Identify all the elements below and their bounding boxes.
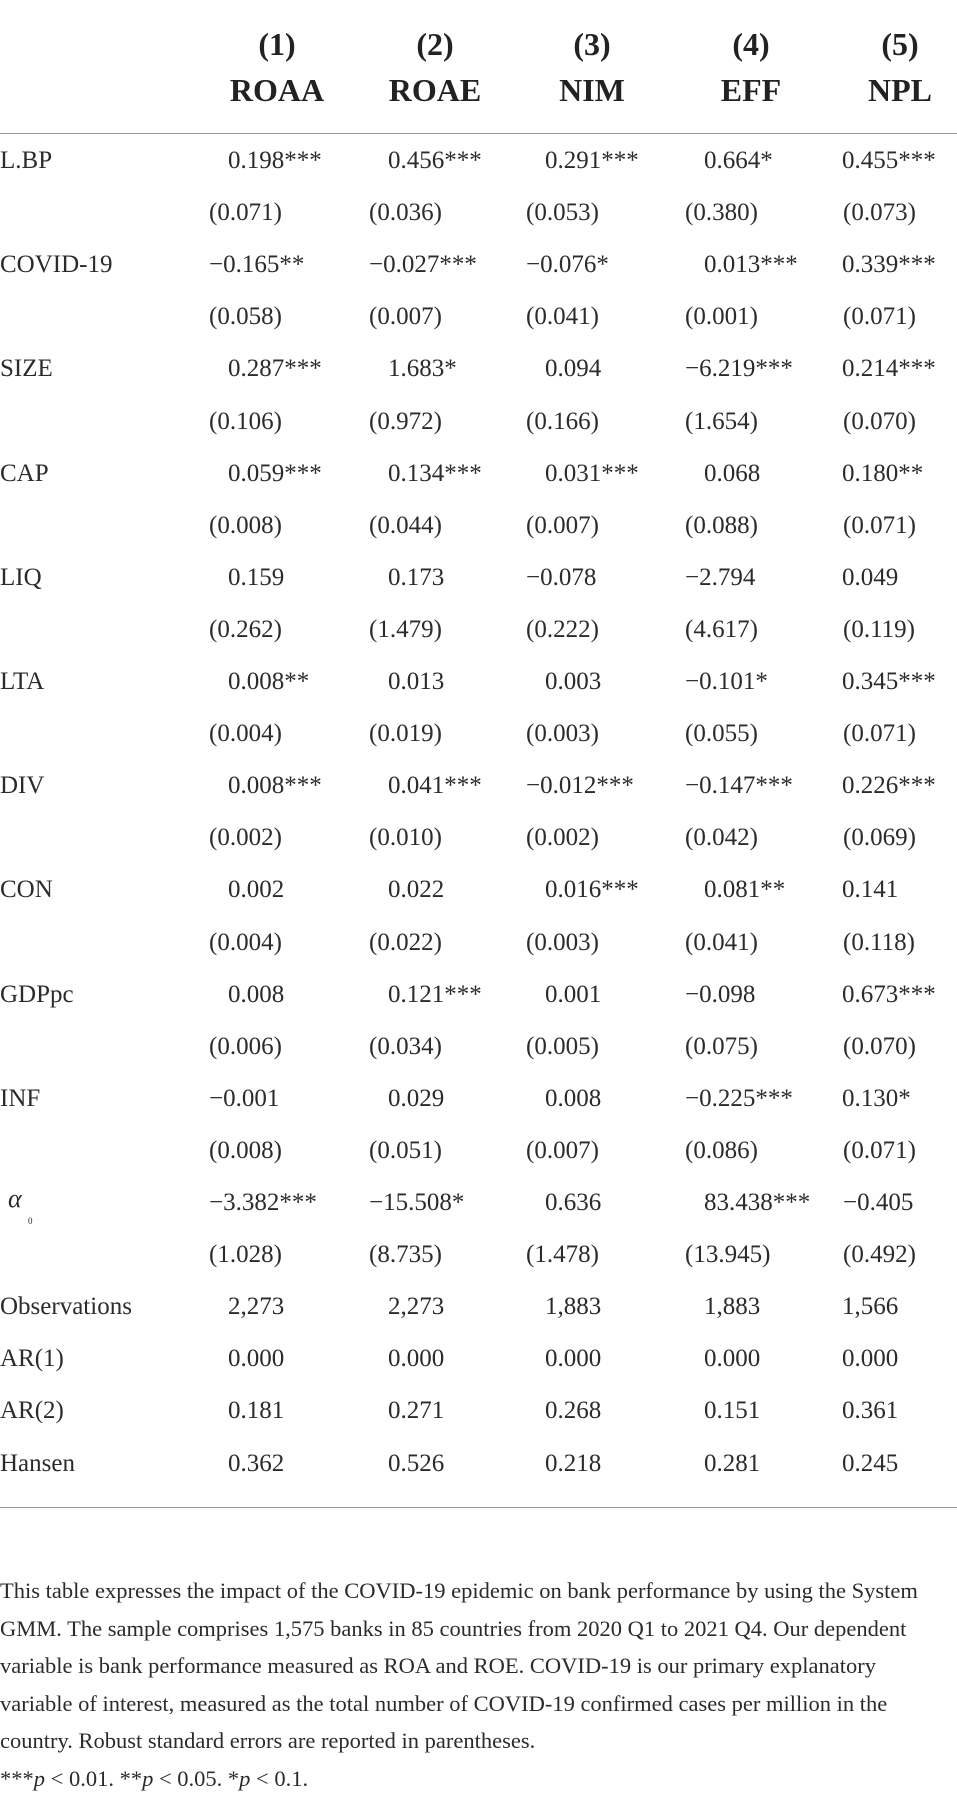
table-cell: 0.041*** xyxy=(388,772,482,800)
table-cell: (0.086) xyxy=(685,1136,758,1164)
table-cell: (1.028) xyxy=(209,1241,282,1269)
table-cell: 0.268 xyxy=(545,1397,602,1425)
table-row xyxy=(0,1021,957,1073)
table-cell: (0.004) xyxy=(209,928,282,956)
table-cell: (0.022) xyxy=(369,928,442,956)
table-cell: 0.134*** xyxy=(388,459,482,487)
table-cell: (0.070) xyxy=(843,407,916,435)
table-cell: −0.027*** xyxy=(369,251,477,279)
column-label: EFF xyxy=(720,72,782,108)
table-cell: 0.218 xyxy=(545,1449,602,1477)
row-label: CAP xyxy=(0,459,49,487)
table-cell: (0.071) xyxy=(843,511,916,539)
table-cell: (0.051) xyxy=(369,1136,442,1164)
table-cell: 0.636 xyxy=(545,1189,602,1216)
table-row xyxy=(0,291,957,343)
row-label: GDPpc xyxy=(0,980,74,1008)
table-cell: (0.007) xyxy=(369,303,442,331)
table-row xyxy=(0,1229,957,1281)
table-row xyxy=(0,969,957,1021)
table-cell: (0.119) xyxy=(843,615,915,643)
column-label: NIM xyxy=(559,72,625,108)
table-cell: 0.281 xyxy=(704,1449,761,1477)
row-label: LIQ xyxy=(0,563,42,591)
table-row xyxy=(0,1281,957,1333)
row-label: CON xyxy=(0,876,53,904)
table-row xyxy=(0,448,957,500)
table-cell: (0.075) xyxy=(685,1032,758,1060)
table-cell: 0.081** xyxy=(704,876,786,904)
column-label: ROAE xyxy=(388,72,482,108)
table-cell: 0.000 xyxy=(842,1345,899,1373)
table-cell: (0.003) xyxy=(526,720,599,748)
table-cell: (0.055) xyxy=(685,720,758,748)
table-cell: 0.022 xyxy=(388,876,445,904)
table-cell: 0.049 xyxy=(842,563,899,591)
table-cell: (0.042) xyxy=(685,824,758,852)
table-cell: 0.130* xyxy=(842,1084,911,1112)
table-row xyxy=(0,552,957,604)
alpha-subscript: 0 xyxy=(28,1216,33,1226)
column-header-5 xyxy=(835,22,957,122)
table-bottom-divider xyxy=(0,1507,957,1508)
row-label: L.BP xyxy=(0,147,53,174)
table-cell: (0.006) xyxy=(209,1032,282,1060)
table-cell: (0.166) xyxy=(526,407,599,435)
table-cell: 0.673*** xyxy=(842,980,936,1008)
table-cell: 0.000 xyxy=(228,1345,285,1373)
table-cell: 0.455*** xyxy=(842,147,936,174)
table-cell: 0.068 xyxy=(704,459,761,487)
table-row xyxy=(0,917,957,969)
column-header-4 xyxy=(686,22,816,122)
row-label: SIZE xyxy=(0,355,53,383)
table-cell: (0.002) xyxy=(526,824,599,852)
table-row xyxy=(0,1177,957,1229)
table-cell: (0.071) xyxy=(843,1136,916,1164)
table-row xyxy=(0,135,957,187)
column-number: (5) xyxy=(881,26,919,62)
column-label: ROAA xyxy=(229,72,325,108)
table-cell: 83.438*** xyxy=(704,1189,811,1216)
note-text: This table expresses the impact of the COVID-19 epidemic on bank performance by using the System GMM. The sample comprises 1,575 banks in 85 countries from 2020 Q1 to 2021 Q4. Our dependent variable is bank performance measured as ROA and ROE. COVID-19 is our primary explanatory variable of interest, measured as the total number of COVID-19 confirmed cases per million in the country. Robust standard errors are reported in parentheses. xyxy=(0,1578,918,1753)
p-symbol-1: p xyxy=(33,1765,45,1791)
table-cell: 0.151 xyxy=(704,1397,761,1425)
sig-stars-1: *** xyxy=(0,1765,34,1791)
column-label: NPL xyxy=(868,72,932,108)
table-cell: 0.013 xyxy=(388,668,445,695)
table-cell: −0.098 xyxy=(685,980,756,1008)
table-cell: (0.492) xyxy=(843,1241,916,1269)
table-note xyxy=(0,1572,930,1797)
table-cell: −0.147*** xyxy=(685,772,793,800)
row-label: AR(1) xyxy=(0,1345,64,1373)
table-cell: (0.005) xyxy=(526,1032,599,1060)
table-cell: (0.041) xyxy=(526,303,599,331)
table-cell: 2,273 xyxy=(388,1293,445,1321)
table-cell: 0.180** xyxy=(842,459,924,487)
table-cell: 0.226*** xyxy=(842,772,936,800)
table-cell: (0.262) xyxy=(209,615,282,643)
column-number: (3) xyxy=(573,26,611,62)
table-cell: 0.198*** xyxy=(228,147,322,174)
table-cell: (0.106) xyxy=(209,407,282,435)
table-cell: (0.044) xyxy=(369,511,442,539)
row-label: INF xyxy=(0,1084,41,1112)
table-cell: −15.508* xyxy=(369,1189,465,1216)
table-cell: 0.094 xyxy=(545,355,602,383)
column-number: (2) xyxy=(416,26,454,62)
table-cell: (0.007) xyxy=(526,1136,599,1164)
table-cell: −2.794 xyxy=(685,563,756,591)
row-label: AR(2) xyxy=(0,1397,64,1425)
table-cell: (0.069) xyxy=(843,824,916,852)
table-cell: (0.003) xyxy=(526,928,599,956)
table-cell: (0.007) xyxy=(526,511,599,539)
table-row xyxy=(0,1438,957,1490)
table-cell: (0.972) xyxy=(369,407,442,435)
table-cell: 0.059*** xyxy=(228,459,322,487)
table-row xyxy=(0,604,957,656)
table-cell: 0.000 xyxy=(545,1345,602,1373)
table-cell: 0.181 xyxy=(228,1397,285,1425)
table-cell: (0.008) xyxy=(209,1136,282,1164)
table-cell: 0.159 xyxy=(228,563,285,591)
table-cell: 0.003 xyxy=(545,668,602,695)
table-row xyxy=(0,1333,957,1385)
table-cell: (0.041) xyxy=(685,928,758,956)
table-row xyxy=(0,187,957,239)
row-label: COVID-19 xyxy=(0,251,113,279)
table-cell: 0.456*** xyxy=(388,147,482,174)
table-cell: 0.526 xyxy=(388,1449,445,1477)
table-cell: 1,883 xyxy=(545,1293,602,1321)
table-cell: (0.071) xyxy=(843,720,916,748)
table-cell: −0.101* xyxy=(685,668,768,695)
table-cell: 0.664* xyxy=(704,147,773,174)
table-cell: 0.008 xyxy=(545,1084,602,1112)
table-row xyxy=(0,812,957,864)
table-cell: −0.405 xyxy=(843,1189,914,1216)
table-cell: −0.225*** xyxy=(685,1084,793,1112)
table-cell: −0.165** xyxy=(209,251,305,279)
row-label: Observations xyxy=(0,1293,132,1321)
table-row xyxy=(0,1125,957,1177)
table-cell: −0.076* xyxy=(526,251,609,279)
table-cell: 0.013*** xyxy=(704,251,798,279)
table-cell: (1.654) xyxy=(685,407,758,435)
table-cell: 0.287*** xyxy=(228,355,322,383)
column-header-1 xyxy=(212,22,342,122)
table-cell: 1,566 xyxy=(842,1293,899,1321)
table-cell: (0.010) xyxy=(369,824,442,852)
table-cell: 0.008** xyxy=(228,668,310,695)
table-cell: (4.617) xyxy=(685,615,758,643)
table-cell: −0.012*** xyxy=(526,772,634,800)
table-cell: (0.001) xyxy=(685,303,758,331)
table-cell: 0.016*** xyxy=(545,876,639,904)
table-row xyxy=(0,1385,957,1437)
table-cell: (0.036) xyxy=(369,199,442,227)
table-row xyxy=(0,500,957,552)
table-cell: 0.002 xyxy=(228,876,285,904)
table-cell: (1.479) xyxy=(369,615,442,643)
row-label: LTA xyxy=(0,668,45,695)
alpha-symbol: α xyxy=(8,1184,22,1213)
table-cell: (0.058) xyxy=(209,303,282,331)
table-row xyxy=(0,1073,957,1125)
table-row xyxy=(0,343,957,395)
table-cell: 0.361 xyxy=(842,1397,899,1425)
table-cell: (1.478) xyxy=(526,1241,599,1269)
table-row xyxy=(0,239,957,291)
table-cell: 0.029 xyxy=(388,1084,445,1112)
column-header-3 xyxy=(527,22,657,122)
table-cell: (0.053) xyxy=(526,199,599,227)
table-cell: (0.004) xyxy=(209,720,282,748)
significance-legend xyxy=(0,1760,930,1798)
p-symbol-3: p xyxy=(239,1765,251,1791)
table-cell: −3.382*** xyxy=(209,1189,317,1216)
table-cell: 0.291*** xyxy=(545,147,639,174)
table-cell: (0.118) xyxy=(843,928,915,956)
table-cell: (0.002) xyxy=(209,824,282,852)
p-symbol-2: p xyxy=(142,1765,154,1791)
table-cell: 0.008*** xyxy=(228,772,322,800)
table-cell: 0.121*** xyxy=(388,980,482,1008)
table-cell: 1,883 xyxy=(704,1293,761,1321)
table-cell: 0.031*** xyxy=(545,459,639,487)
table-cell: 0.271 xyxy=(388,1397,445,1425)
table-cell: −0.078 xyxy=(526,563,597,591)
header-divider xyxy=(0,133,957,134)
table-cell: 0.173 xyxy=(388,563,445,591)
table-cell: (13.945) xyxy=(685,1241,771,1269)
table-row xyxy=(0,760,957,812)
sig-text-1: < 0.01. ** xyxy=(45,1765,143,1791)
table-cell: (0.380) xyxy=(685,199,758,227)
table-row xyxy=(0,708,957,760)
table-cell: −6.219*** xyxy=(685,355,793,383)
table-cell: 0.245 xyxy=(842,1449,899,1477)
table-cell: 0.141 xyxy=(842,876,899,904)
table-cell: (0.008) xyxy=(209,511,282,539)
table-cell: (0.071) xyxy=(209,199,282,227)
table-cell: 0.000 xyxy=(704,1345,761,1373)
table-cell: 0.001 xyxy=(545,980,602,1008)
table-cell: (8.735) xyxy=(369,1241,442,1269)
column-number: (4) xyxy=(732,26,770,62)
row-label: Hansen xyxy=(0,1449,75,1477)
table-cell: (0.070) xyxy=(843,1032,916,1060)
table-cell: 1.683* xyxy=(388,355,457,383)
table-cell: (0.019) xyxy=(369,720,442,748)
table-cell: 0.000 xyxy=(388,1345,445,1373)
sig-text-3: < 0.1. xyxy=(250,1765,309,1791)
table-cell: (0.222) xyxy=(526,615,599,643)
column-header-2 xyxy=(370,22,500,122)
table-cell: 0.345*** xyxy=(842,668,936,695)
table-cell: (0.088) xyxy=(685,511,758,539)
table-cell: 0.362 xyxy=(228,1449,285,1477)
sig-text-2: < 0.05. * xyxy=(153,1765,240,1791)
row-label: DIV xyxy=(0,772,45,800)
table-row xyxy=(0,656,957,708)
table-cell: (0.071) xyxy=(843,303,916,331)
table-cell: 0.214*** xyxy=(842,355,936,383)
table-cell: −0.001 xyxy=(209,1084,280,1112)
table-cell: 0.008 xyxy=(228,980,285,1008)
column-number: (1) xyxy=(258,26,296,62)
table-row xyxy=(0,396,957,448)
table-cell: 2,273 xyxy=(228,1293,285,1321)
table-cell: (0.034) xyxy=(369,1032,442,1060)
table-cell: 0.339*** xyxy=(842,251,936,279)
table-cell: (0.073) xyxy=(843,199,916,227)
table-row xyxy=(0,864,957,916)
